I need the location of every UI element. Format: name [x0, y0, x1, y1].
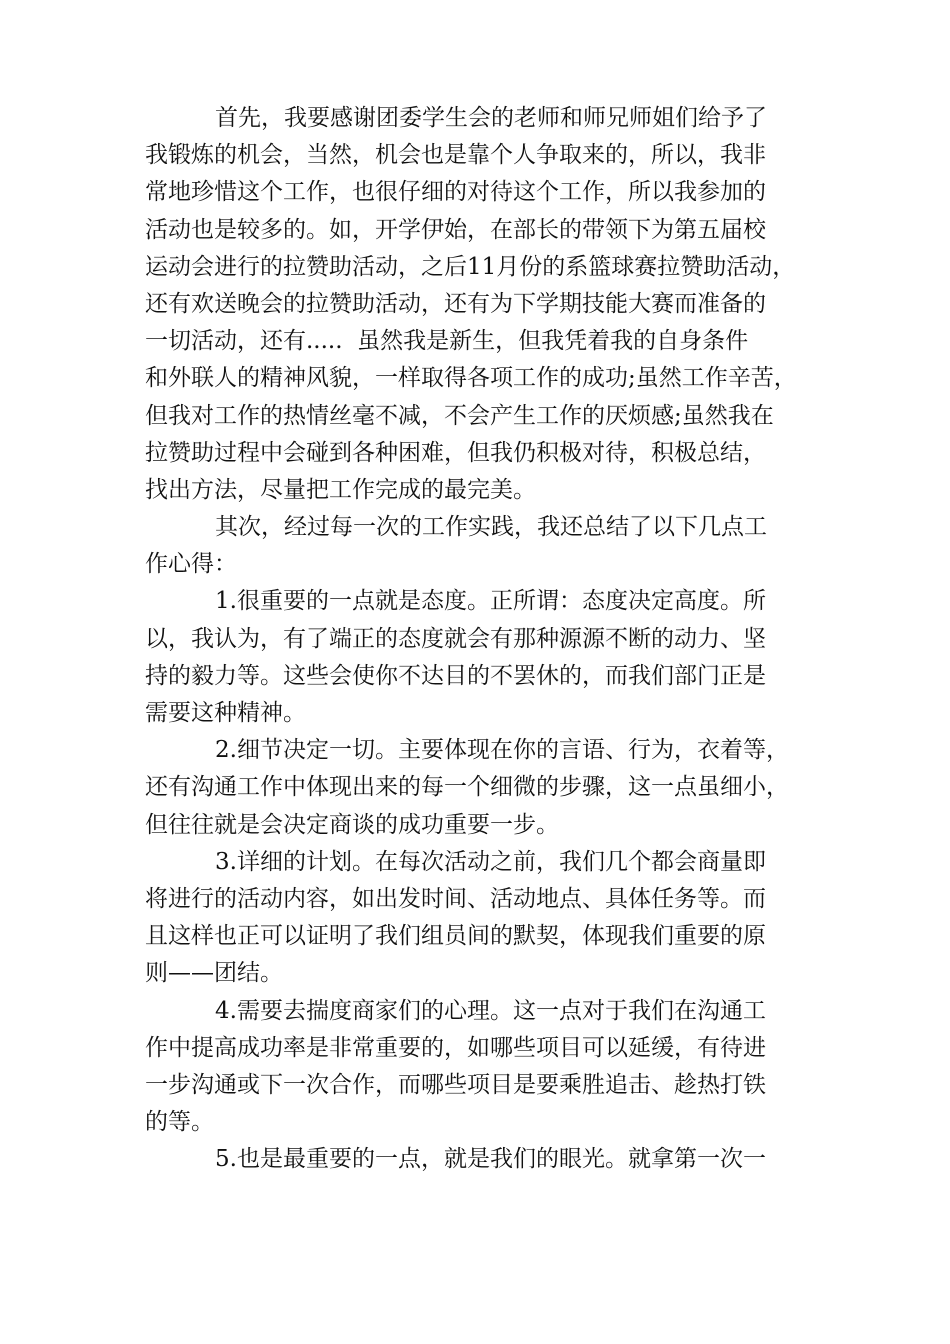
text-line: 还有欢送晚会的拉赞助活动，还有为下学期技能大赛而准备的: [145, 290, 766, 317]
text-line: 且这样也正可以证明了我们组员间的默契，体现我们重要的原: [145, 923, 766, 950]
text-line: 持的毅力等。这些会使你不达目的不罢休的，而我们部门正是: [145, 662, 766, 689]
text-line: 一步沟通或下一次合作，而哪些项目是要乘胜追击、趁热打铁: [145, 1071, 766, 1098]
text-line: 但往往就是会决定商谈的成功重要一步。: [145, 811, 559, 838]
text-line: 拉赞助过程中会碰到各种困难，但我仍积极对待，积极总结，: [145, 439, 766, 466]
text-line: 则——团结。: [145, 960, 283, 987]
text-line: 活动也是较多的。如，开学伊始，在部长的带领下为第五届校: [145, 216, 766, 243]
text-line: 常地珍惜这个工作，也很仔细的对待这个工作，所以我参加的: [145, 179, 766, 206]
text-line: 的等。: [145, 1109, 214, 1136]
text-line: 3.详细的计划。在每次活动之前，我们几个都会商量即: [215, 848, 766, 875]
text-line: 将进行的活动内容，如出发时间、活动地点、具体任务等。而: [145, 885, 766, 912]
text-line: 首先，我要感谢团委学生会的老师和师兄师姐们给予了: [215, 105, 767, 131]
text-line: 作中提高成功率是非常重要的，如哪些项目可以延缓，有待进: [145, 1034, 766, 1061]
text-line: 5.也是最重要的一点，就是我们的眼光。就拿第一次一: [215, 1146, 766, 1173]
text-line: 运动会进行的拉赞助活动，之后11月份的系篮球赛拉赞助活动，: [145, 253, 796, 280]
text-line: 一切活动，还有..... 虽然我是新生，但我凭着我的自身条件: [145, 328, 749, 355]
text-line: 以，我认为，有了端正的态度就会有那种源源不断的动力、坚: [145, 625, 766, 652]
text-line: 其次，经过每一次的工作实践，我还总结了以下几点工: [215, 514, 767, 541]
text-line: 4.需要去揣度商家们的心理。这一点对于我们在沟通工: [215, 997, 766, 1024]
text-line: 但我对工作的热情丝毫不减，不会产生工作的厌烦感;虽然我在: [145, 402, 774, 429]
text-line: 需要这种精神。: [145, 700, 306, 726]
text-line: 还有沟通工作中体现出来的每一个细微的步骤，这一点虽细小，: [145, 774, 789, 801]
text-line: 作心得：: [145, 551, 237, 578]
text-line: 2.细节决定一切。主要体现在你的言语、行为，衣着等，: [215, 737, 789, 764]
text-line: 我锻炼的机会，当然，机会也是靠个人争取来的，所以，我非: [145, 142, 766, 169]
document-body: [145, 100, 825, 1178]
text-line: 1.很重要的一点就是态度。正所谓：态度决定高度。所: [215, 588, 766, 615]
text-line: 和外联人的精神风貌，一样取得各项工作的成功;虽然工作辛苦，: [145, 365, 797, 392]
text-line: 找出方法，尽量把工作完成的最完美。: [145, 476, 536, 503]
